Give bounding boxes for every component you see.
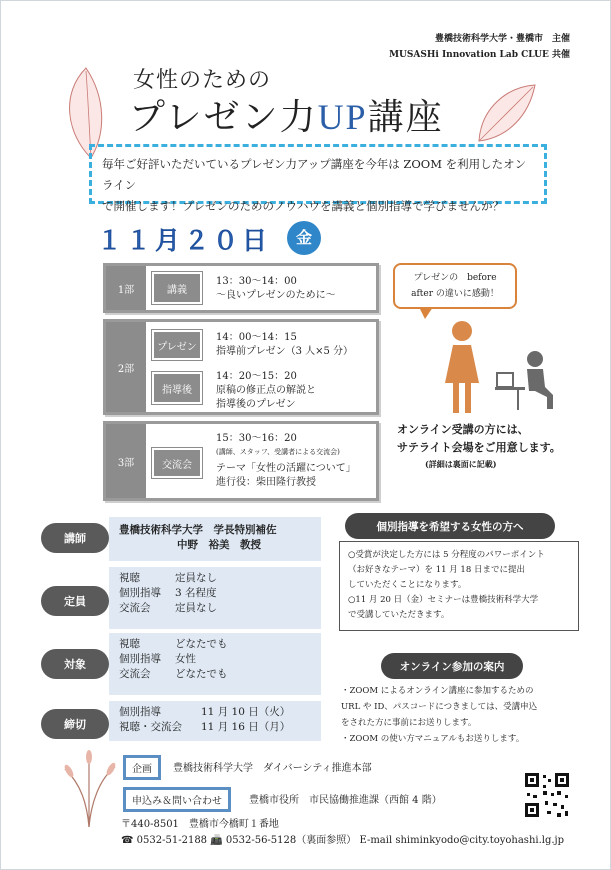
lecturer-box <box>109 517 321 561</box>
contact-label: 申込み＆問い合わせ <box>123 787 231 812</box>
title-up: UP <box>317 97 368 137</box>
part2-sub-label-after: 指導後 <box>152 372 202 404</box>
individual-line: していただくことになります。 <box>348 580 467 590</box>
part1-label: 1部 <box>106 266 146 310</box>
target-row: 個別指導 女性 <box>119 653 196 665</box>
lecturer-line1: 豊橋技術科学大学 学長特別補佐 <box>119 524 277 536</box>
part2-label: 2部 <box>106 322 146 412</box>
event-date: １１月２０日 <box>97 226 272 255</box>
leaf-decoration-right-icon <box>471 79 541 149</box>
part2-time1: 14：00〜14：15 <box>216 332 297 343</box>
plan-value: 豊橋技術科学大学 ダイバーシティ推進本部 <box>173 763 372 774</box>
lecturer-line2: 中野 裕美 教授 <box>177 539 261 551</box>
plan-label: 企画 <box>123 755 161 780</box>
cosponsor-text: MUSASHi Innovation Lab CLUE 共催 <box>389 50 570 60</box>
title-line1: 女性のための <box>133 68 272 93</box>
online-note-line2: サテライト会場をご用意します。 <box>397 441 561 454</box>
individual-line: で受講していただきます。 <box>348 610 450 620</box>
deadline-row: 視聴・交流会 11 月 16 日（月） <box>119 721 291 733</box>
deadline-label: 締切 <box>41 709 109 739</box>
intro-line1: 毎年ご好評いただいているプレゼン力アップ講座を今年は ZOOM を利用したオンライン <box>102 157 527 192</box>
part2-box <box>103 319 379 415</box>
individual-box <box>339 541 579 631</box>
contact-line <box>121 831 564 846</box>
target-box <box>109 633 321 695</box>
capacity-row: 交流会 定員なし <box>119 602 217 614</box>
individual-line: ○11 月 20 日（金）セミナーは豊橋技術科学大学 <box>348 595 539 605</box>
online-line: URL や ID、パスコードにつきましては、受講申込 <box>341 702 538 712</box>
part2-desc1: 指導前プレゼン（3 人×5 分） <box>216 346 354 357</box>
target-label: 対象 <box>41 649 109 679</box>
online-line: ・ZOOM の使い方マニュアルもお送りします。 <box>341 734 525 744</box>
part2-desc2a: 原稿の修正点の解説と <box>216 385 316 396</box>
email-address: E-mail shiminkyodo@city.toyohashi.lg.jp <box>359 835 565 846</box>
organizer-text: 豊橋技術科学大学・豊橋市 主催 <box>434 34 570 44</box>
part2-desc2b: 指導後のプレゼン <box>216 399 296 410</box>
part2-sub-label-presen: プレゼン <box>152 330 202 360</box>
fax-number: 0532-56-5128（裏面参照） <box>225 835 357 846</box>
remote-participant-icon <box>495 347 555 413</box>
bubble-line1: プレゼンの before <box>413 273 497 283</box>
capacity-row: 個別指導 3 名程度 <box>119 587 217 599</box>
part1-box <box>103 263 379 313</box>
bubble-line2: after の違いに感動！ <box>411 289 499 299</box>
online-heading: オンライン参加の案内 <box>381 653 523 679</box>
individual-line: （お好きなテーマ）を 11 月 18 日までに提出 <box>348 565 525 575</box>
address-text: 〒440-8501 豊橋市今橋町１番地 <box>121 819 279 830</box>
part3-time: 15：30〜16：20 <box>216 433 297 444</box>
grass-decoration-icon <box>59 749 119 829</box>
individual-heading: 個別指導を希望する女性の方へ <box>345 513 555 539</box>
target-row: 交流会 どなたでも <box>119 668 228 680</box>
intro-line2: で開催します！プレゼンのためのノウハウを講義と個別指導で学びませんか？ <box>102 199 505 213</box>
tel-number: 0532-51-2188 <box>136 835 208 846</box>
title-line2 <box>129 89 444 140</box>
part1-desc: 〜良いプレゼンのために〜 <box>216 290 336 301</box>
individual-line: ○受賞が決定した方には 5 分程度のパワーポイント <box>348 550 545 560</box>
capacity-label: 定員 <box>41 586 109 616</box>
part3-label: 3部 <box>106 424 146 498</box>
title-end: 講座 <box>367 97 444 138</box>
speech-bubble-tail <box>419 307 433 319</box>
online-note-small: (詳細は裏面に記載) <box>425 459 497 469</box>
online-guide <box>341 683 581 747</box>
target-row: 視聴 どなたでも <box>119 638 228 650</box>
deadline-row: 個別指導 11 月 10 日（火） <box>119 706 291 718</box>
speech-bubble <box>393 263 517 309</box>
part1-time: 13：30〜14：00 <box>216 276 297 287</box>
capacity-row: 視聴 定員なし <box>119 572 217 584</box>
online-line: をされた方に事前にお送りします。 <box>341 718 477 728</box>
part3-note: (講師、スタッフ、受講者による交流会) <box>216 448 340 456</box>
online-note-line1: オンライン受講の方には、 <box>397 423 529 436</box>
intro-box <box>89 144 547 213</box>
lecturer-label: 講師 <box>41 523 109 553</box>
part1-sub-label: 講義 <box>152 272 202 304</box>
presenter-woman-icon <box>439 319 485 415</box>
part3-sub-label: 交流会 <box>152 448 202 478</box>
part3-box <box>103 421 379 501</box>
phone-icon: ☎ <box>121 835 134 846</box>
part3-theme: テーマ「女性の活躍について」 <box>216 463 356 474</box>
qr-code-icon[interactable] <box>523 771 571 819</box>
capacity-box <box>109 567 321 629</box>
part2-time2: 14：20〜15：20 <box>216 371 297 382</box>
contact-value: 豊橋市役所 市民協働推進課（西館 4 階） <box>249 795 442 806</box>
deadline-box <box>109 701 321 741</box>
part3-host: 進行役：柴田隆行教授 <box>216 477 316 488</box>
event-weekday-badge: 金 <box>287 221 321 255</box>
online-line: ・ZOOM によるオンライン講座に参加するための <box>341 686 534 696</box>
fax-icon: 📠 <box>210 835 223 846</box>
title-main: プレゼン力 <box>129 97 318 138</box>
online-note <box>397 421 561 457</box>
